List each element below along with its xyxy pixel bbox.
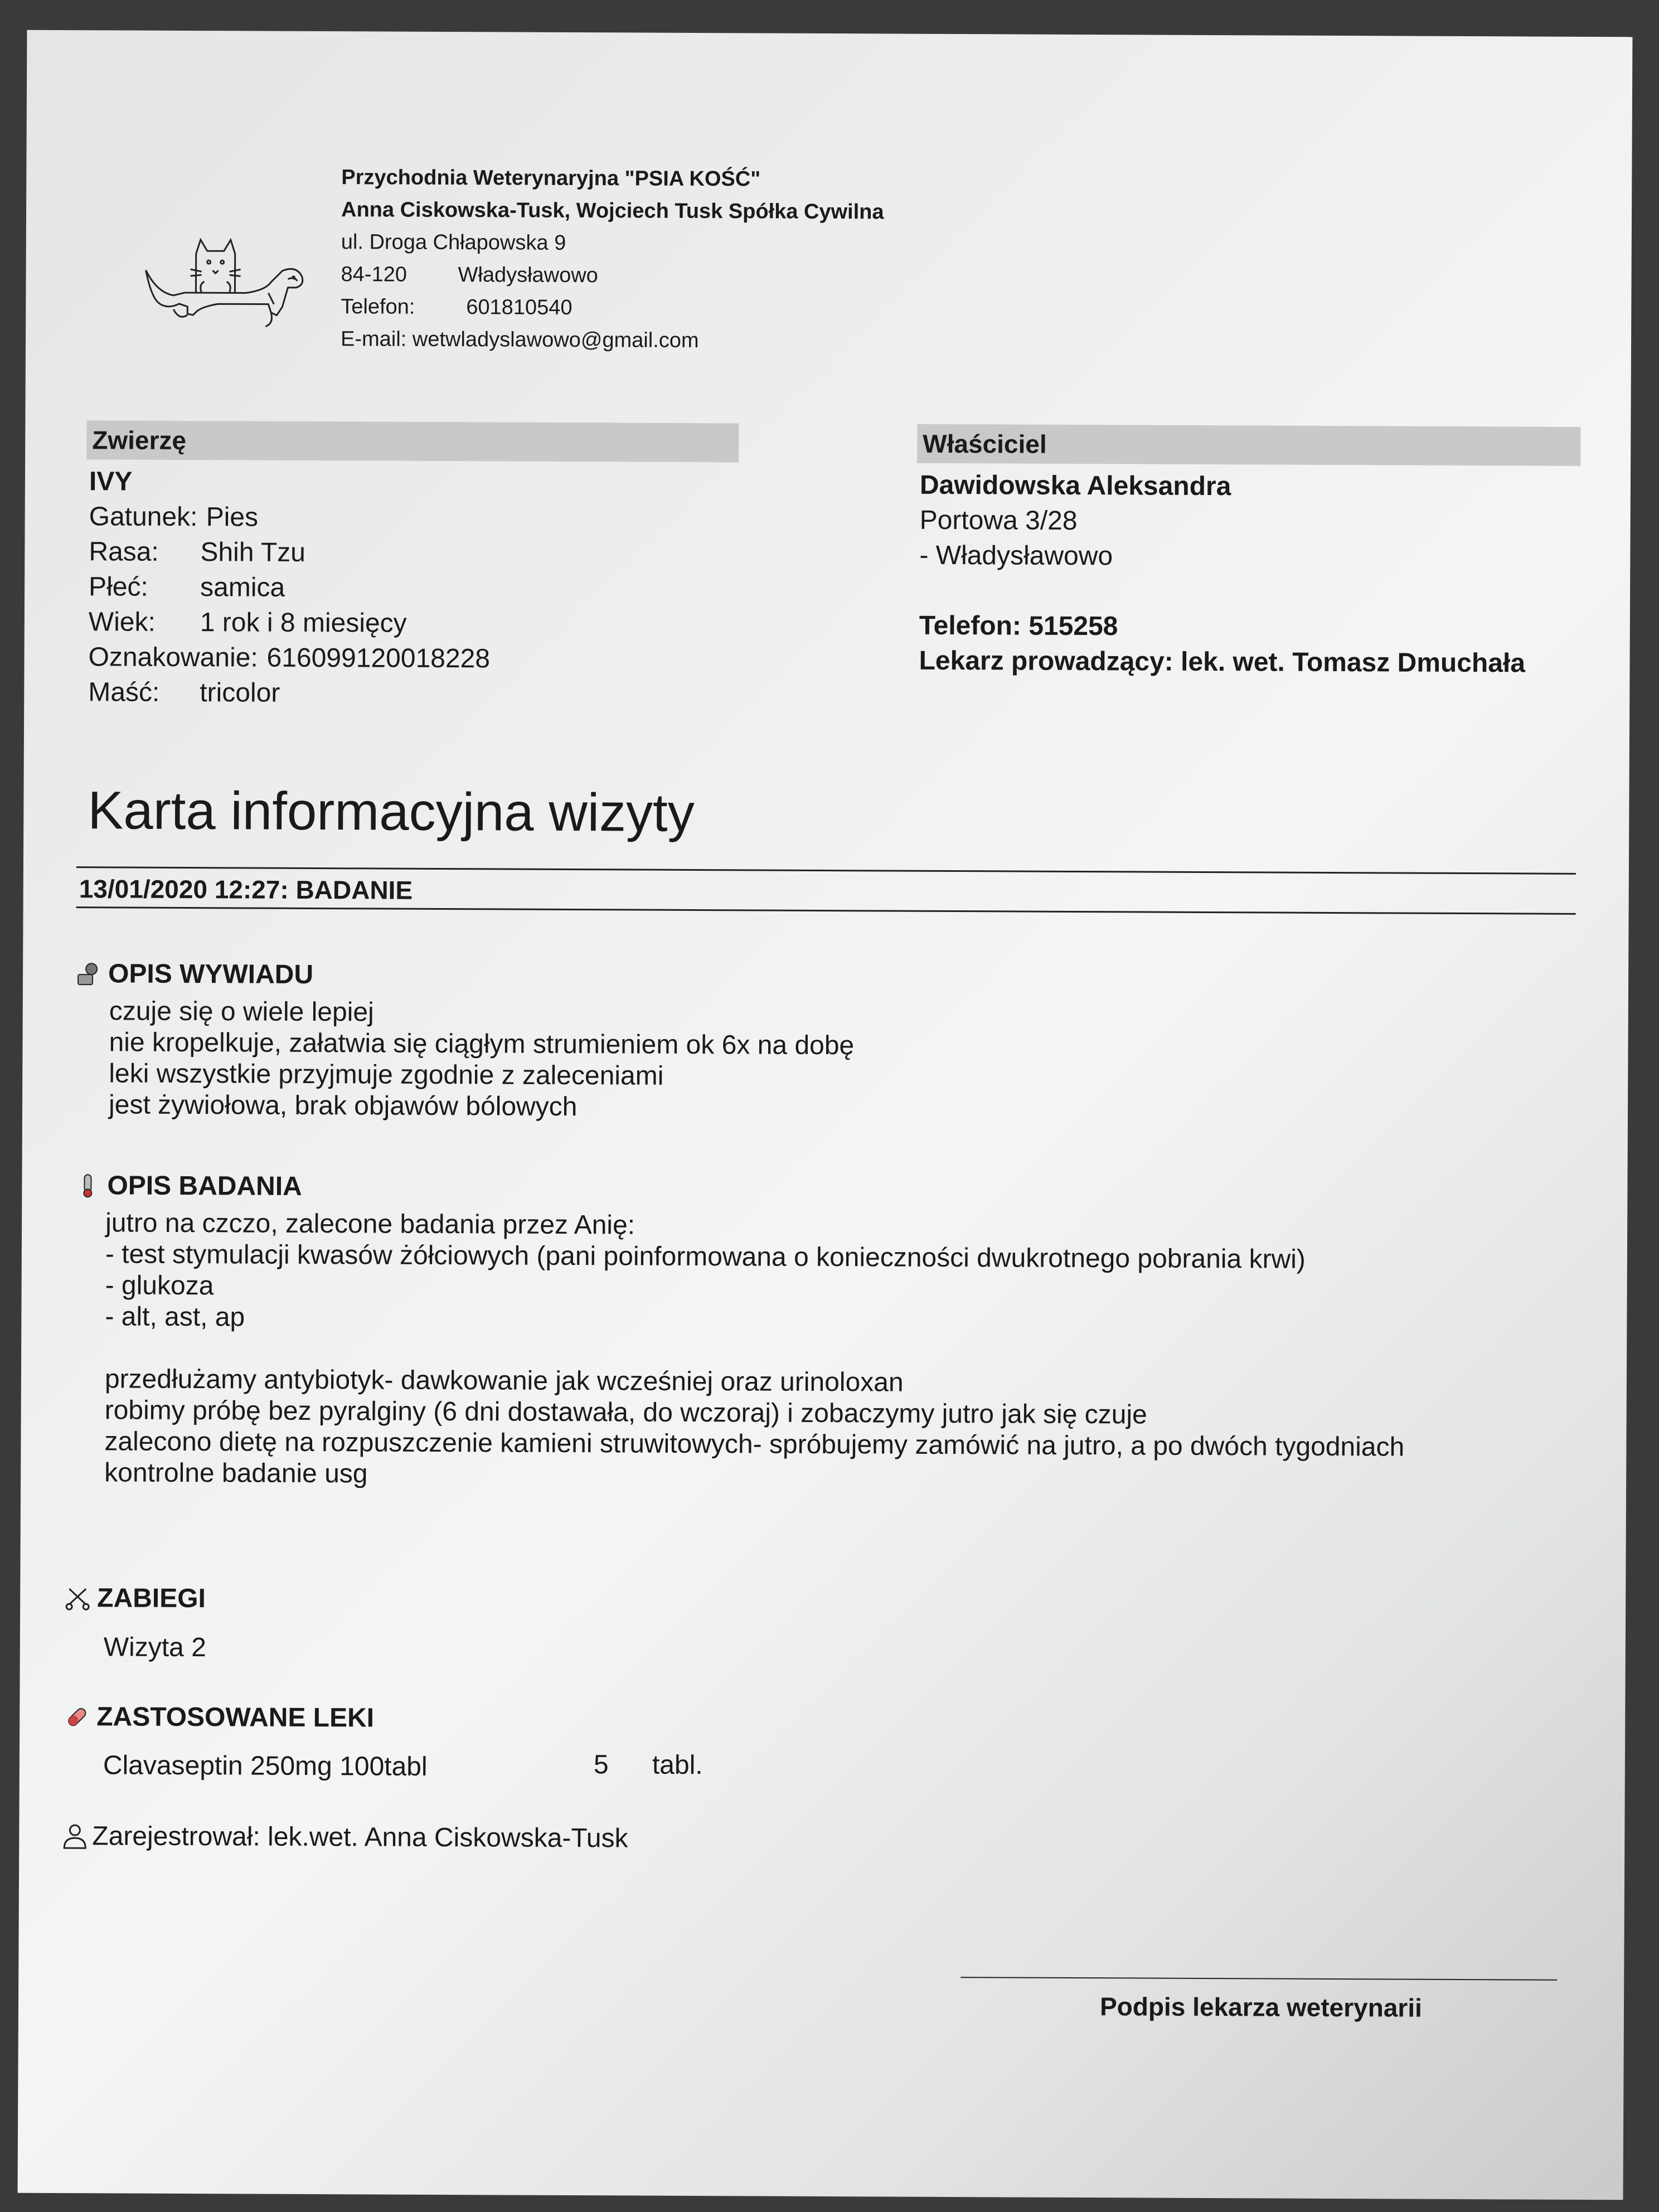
exam-line: - alt, ast, ap: [105, 1302, 245, 1332]
clinic-phone-label: Telefon:: [341, 295, 415, 319]
registered-by: Zarejestrował: lek.wet. Anna Ciskowska-Tusk: [61, 1821, 628, 1854]
exam-line: [105, 1332, 1405, 1369]
interview-icon: [76, 961, 101, 987]
exam-line: przedłużamy antybiotyk- dawkowanie jak wcześniej oraz urinoloxan: [104, 1364, 904, 1398]
dog-cat-logo-icon: [134, 231, 319, 343]
clinic-city: Władysławowo: [458, 263, 598, 288]
divider-top: [76, 866, 1576, 875]
drug-name: Clavaseptin 250mg 100tabl: [103, 1750, 428, 1782]
sex-value: samica: [200, 573, 285, 603]
chip-value: 616099120018228: [266, 643, 491, 674]
user-icon: [61, 1822, 89, 1850]
pill-icon: [64, 1704, 90, 1730]
drug-unit: tabl.: [652, 1750, 703, 1781]
procedures-heading: ZABIEGI: [65, 1583, 206, 1614]
interview-heading: OPIS WYWIADU: [76, 958, 313, 990]
owner-phone: Telefon: 515258: [919, 610, 1118, 642]
clinic-company: Anna Ciskowska-Tusk, Wojciech Tusk Spółka Cywilna: [341, 198, 884, 224]
clinic-email: E-mail: wetwladyslawowo@gmail.com: [340, 327, 699, 352]
exam-line: - test stymulacji kwasów żółciowych (pani poinformowana o konieczności dwukrotnego pobrania krwi): [105, 1239, 1306, 1274]
interview-line: czuje się o wiele lepiej: [109, 996, 374, 1027]
age-label: Wiek:: [88, 607, 156, 637]
breed-label: Rasa:: [89, 537, 159, 567]
exam-line: robimy próbę bez pyralginy (6 dni dostawała, do wczoraj) i zobaczymy jutro jak się czuje: [104, 1395, 1147, 1430]
interview-text: [109, 996, 855, 1124]
sex-label: Płeć:: [89, 572, 148, 602]
interview-line: jest żywiołowa, brak objawów bólowych: [108, 1090, 578, 1122]
drug-quantity: 5: [593, 1750, 609, 1780]
attending-doctor: Lekarz prowadzący: lek. wet. Tomasz Dmuchała: [919, 646, 1526, 678]
age-value: 1 rok i 8 miesięcy: [200, 608, 407, 638]
owner-address: Portowa 3/28: [919, 505, 1078, 536]
clinic-street: ul. Droga Chłapowska 9: [341, 230, 566, 255]
signature-line: [961, 1977, 1557, 1981]
color-label: Maść:: [88, 677, 160, 707]
divider-bottom: [76, 906, 1576, 915]
clinic-phone: 601810540: [466, 295, 573, 320]
page-title: Karta informacyjna wizyty: [88, 780, 695, 843]
chip-label: Oznakowanie:: [88, 642, 258, 673]
exam-line: zalecono dietę na rozpuszczenie kamieni struwitowych- spróbujemy zamówić na jutro, a po dwóch tygodniach: [104, 1427, 1405, 1462]
thermometer-icon: [75, 1173, 100, 1199]
procedures-text: Wizyta 2: [103, 1632, 206, 1663]
drugs-heading: ZASTOSOWANE LEKI: [64, 1701, 374, 1733]
species-value: Pies: [206, 502, 259, 532]
exam-heading: OPIS BADANIA: [75, 1170, 302, 1202]
animal-name: IVY: [89, 467, 133, 497]
exam-line: kontrolne badanie usg: [104, 1458, 368, 1489]
visit-header: 13/01/2020 12:27: BADANIE: [79, 874, 413, 905]
clinic-postal: 84-120: [341, 263, 407, 287]
document-page: [18, 30, 1633, 2200]
exam-text: [104, 1207, 1405, 1494]
interview-line: nie kropelkuje, załatwia się ciągłym strumieniem ok 6x na dobę: [109, 1027, 855, 1061]
signature-label: Podpis lekarza weterynarii: [1099, 1992, 1422, 2022]
breed-value: Shih Tzu: [200, 537, 306, 567]
exam-line: - glukoza: [105, 1270, 214, 1301]
scissors-icon: [65, 1585, 90, 1611]
owner-city: - Władysławowo: [919, 540, 1113, 571]
animal-section-header: Zwierzę: [86, 420, 739, 462]
owner-section-header: Właściciel: [917, 424, 1580, 466]
clinic-name: Przychodnia Weterynaryjna "PSIA KOŚĆ": [341, 166, 761, 191]
interview-line: leki wszystkie przyjmuje zgodnie z zaleceniami: [109, 1059, 664, 1091]
color-value: tricolor: [200, 678, 280, 708]
owner-name: Dawidowska Aleksandra: [919, 470, 1231, 502]
exam-line: jutro na czczo, zalecone badania przez Anię:: [105, 1208, 636, 1240]
species-label: Gatunek:: [89, 502, 198, 532]
